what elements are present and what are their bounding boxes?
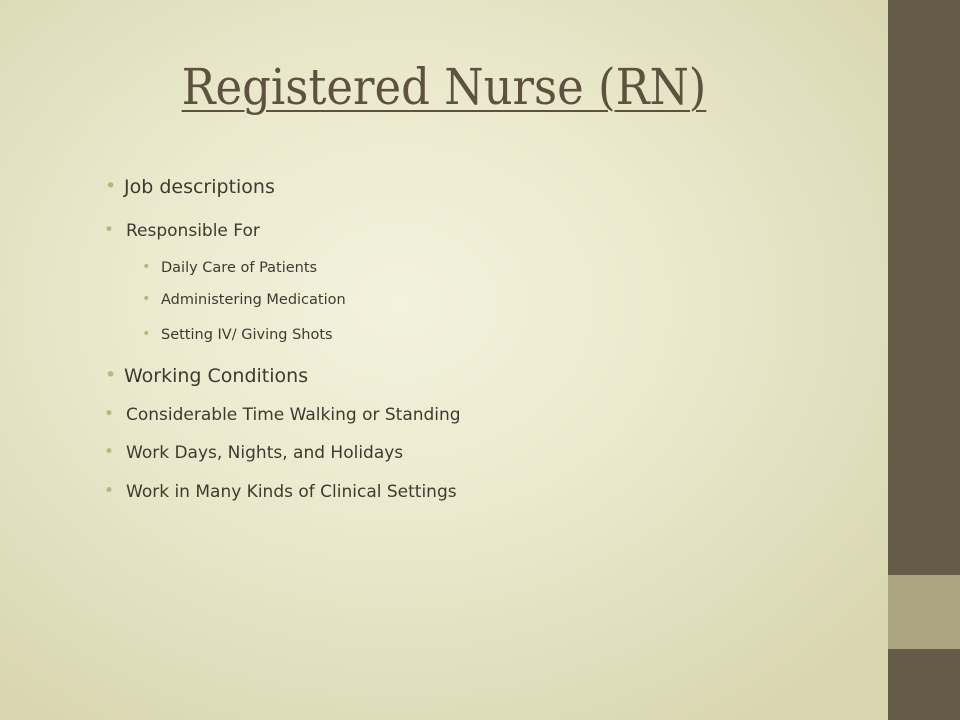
bullet-text: Working Conditions xyxy=(124,365,309,387)
slide-title: Registered Nurse (RN) xyxy=(181,58,707,116)
bullet-dot-icon: • xyxy=(104,442,115,462)
bullet-text: Considerable Time Walking or Standing xyxy=(126,405,461,425)
bullet-dot-icon: • xyxy=(105,175,117,197)
bullet-text: Setting IV/ Giving Shots xyxy=(161,327,333,343)
bullet-considerable-time xyxy=(104,404,461,425)
bullet-text: Work in Many Kinds of Clinical Settings xyxy=(126,482,457,502)
bullet-dot-icon: • xyxy=(142,259,151,275)
bullet-working-conditions xyxy=(105,364,309,387)
sidebar-top-band xyxy=(888,0,960,575)
bullet-setting-iv xyxy=(142,326,333,343)
bullet-text: Daily Care of Patients xyxy=(161,260,318,276)
bullet-text: Responsible For xyxy=(126,221,260,241)
bullet-administering-medication xyxy=(142,291,346,308)
sidebar-middle-band xyxy=(888,575,960,649)
bullet-text: Work Days, Nights, and Holidays xyxy=(126,443,404,463)
bullet-job-descriptions xyxy=(105,175,275,198)
bullet-dot-icon: • xyxy=(104,404,115,424)
bullet-dot-icon: • xyxy=(105,364,117,386)
bullet-text: Job descriptions xyxy=(124,176,275,198)
bullet-daily-care xyxy=(142,259,318,276)
bullet-dot-icon: • xyxy=(142,326,151,342)
bullet-work-days xyxy=(104,442,404,463)
bullet-clinical-settings xyxy=(104,481,457,502)
bullet-responsible-for xyxy=(104,220,260,241)
bullet-dot-icon: • xyxy=(104,220,115,240)
bullet-dot-icon: • xyxy=(104,481,115,501)
bullet-text: Administering Medication xyxy=(161,292,346,308)
bullet-dot-icon: • xyxy=(142,291,151,307)
sidebar-bottom-band xyxy=(888,649,960,720)
